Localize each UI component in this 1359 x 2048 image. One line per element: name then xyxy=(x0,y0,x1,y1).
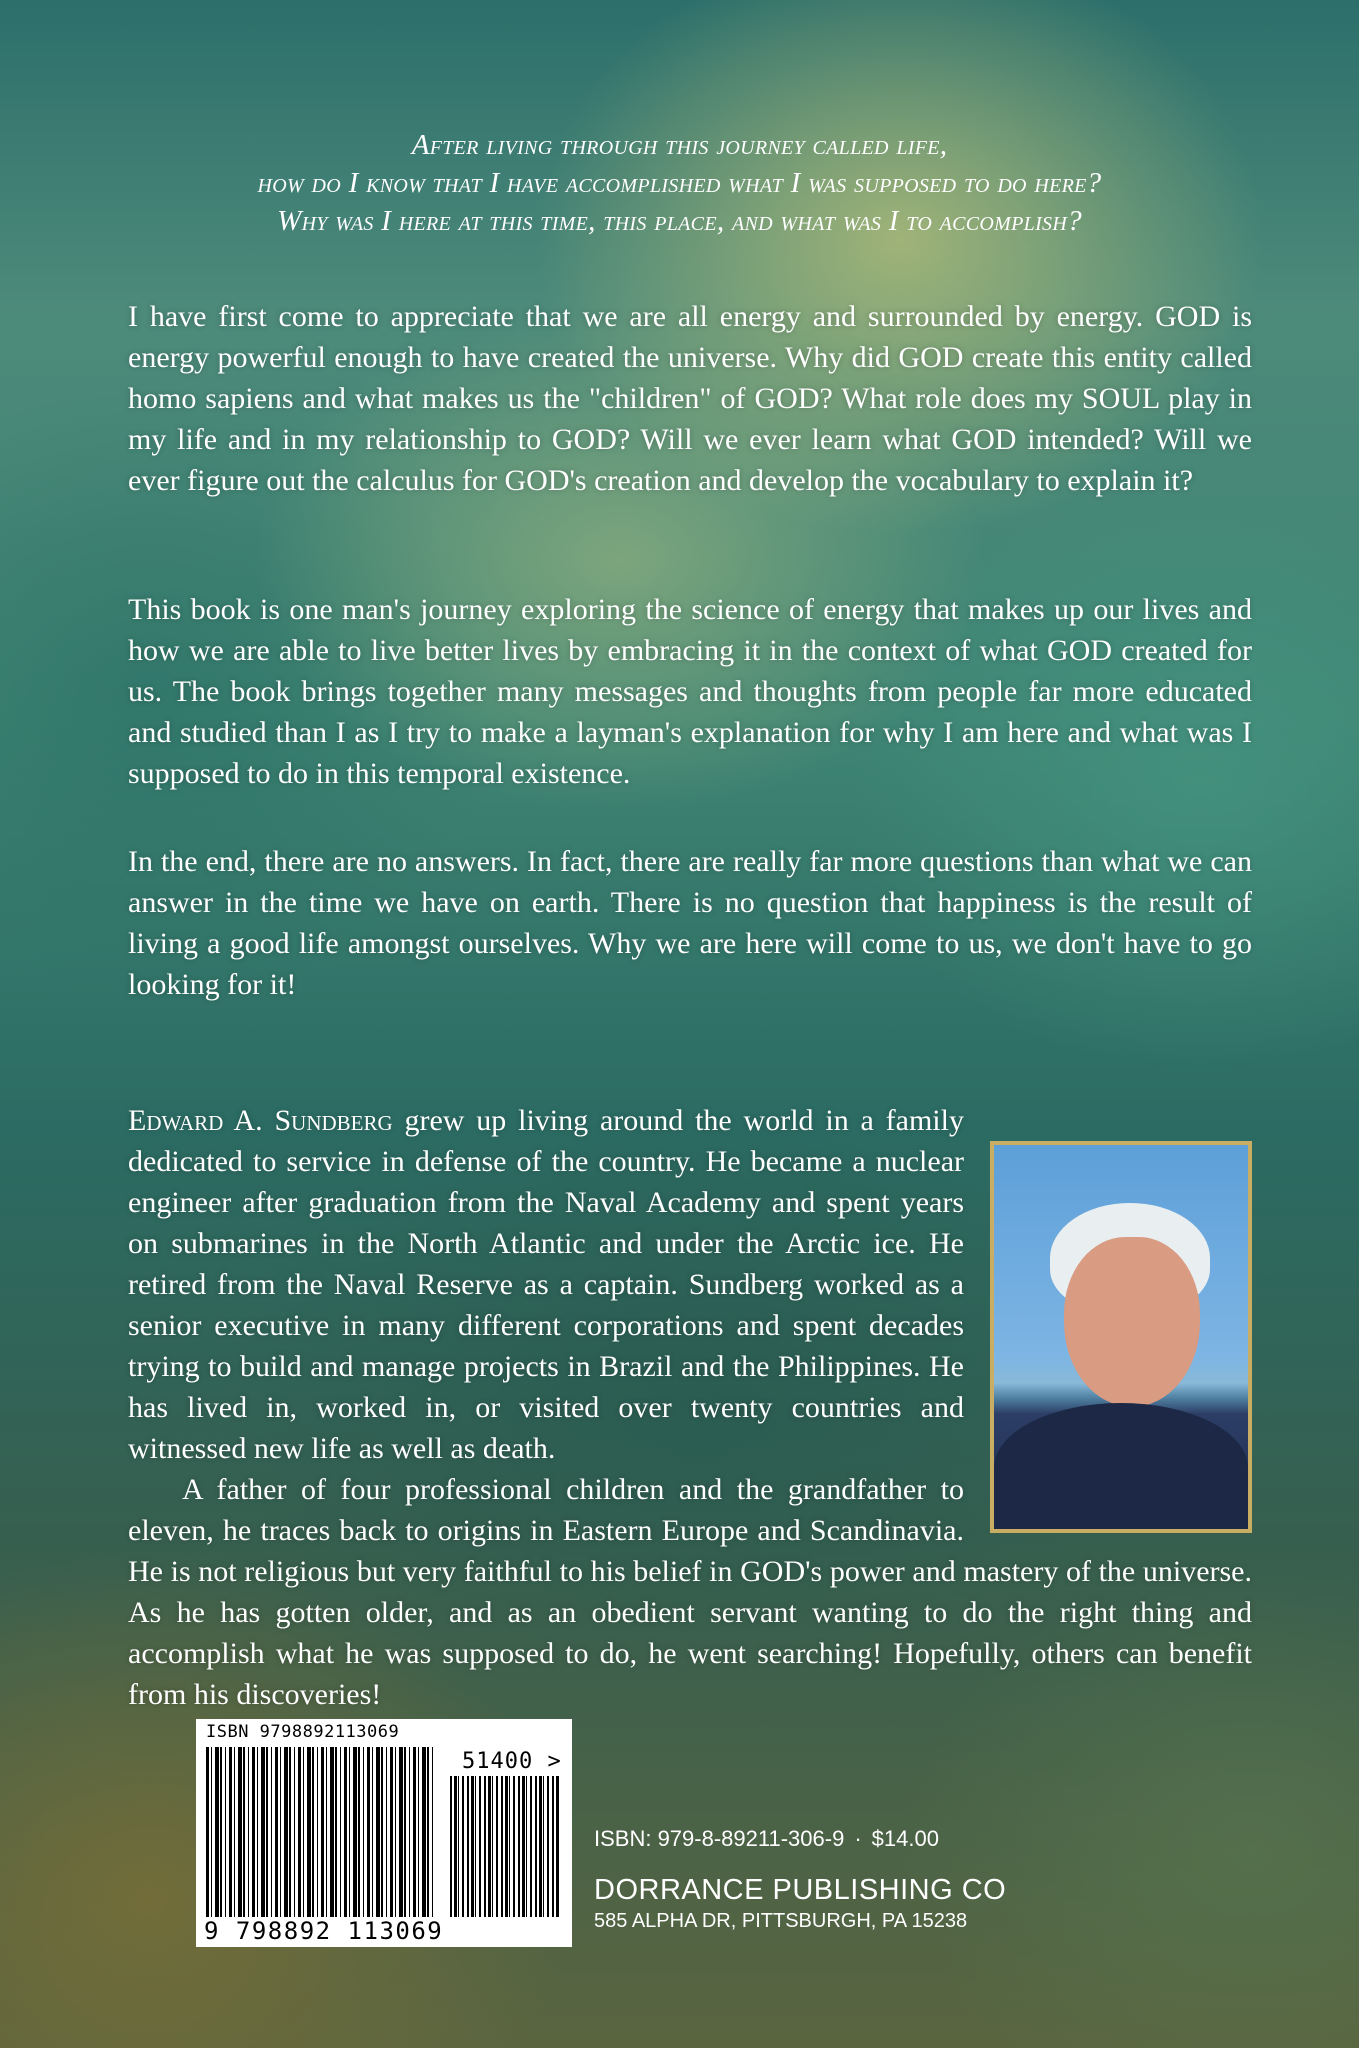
bio-text-1: grew up living around the world in a family dedicated to service in defense of the country. He became a nuclear engineer after graduation from the Naval Academy and spent years on submarines in the North Atlantic and under the Arctic ice. He retired from the Naval Reserve as a captain. Sundberg worked as a senior executive in many different corporations and spent decades trying to build and manage projects in Brazil and the Philippines. He has lived in, worked in, or visited over twenty countries and witnessed new life as well as death. xyxy=(128,1104,964,1465)
epigraph-line: how do I know that I have accomplished what I was supposed to do here? xyxy=(257,167,1102,199)
author-photo xyxy=(990,1141,1252,1533)
isbn-price-line xyxy=(594,1826,939,1852)
publisher-address: 585 ALPHA DR, PITTSBURGH, PA 15238 xyxy=(594,1910,968,1932)
barcode-price-code: 51400 > xyxy=(462,1749,562,1774)
blurb-paragraph-2: This book is one man's journey exploring the science of energy that makes up our lives and how we are able to live better lives by embracing it in the context of what GOD created for us. The book brings together many messages and thoughts from people far more educated and studied than I as I try to make a layman's explanation for why I am here and what was I supposed to do in this temporal existence. xyxy=(128,593,1252,790)
epigraph xyxy=(100,126,1259,240)
price-text: $14.00 xyxy=(871,1826,939,1851)
blurb-paragraph-3: In the end, there are no answers. In fact, there are really far more questions than what we can answer in the time we have on earth. There is no question that happiness is the result of living a good life amongst ourselves. Why we are here will come to us, we don't have to go looking for it! xyxy=(128,845,1252,1001)
barcode-addon-bars xyxy=(450,1776,560,1917)
author-name: Edward A. Sundberg xyxy=(128,1104,393,1137)
separator: · xyxy=(854,1826,862,1851)
isbn-barcode xyxy=(196,1719,572,1947)
isbn-text: ISBN: 979-8-89211-306-9 xyxy=(594,1826,845,1851)
barcode-digits: 9 798892 113069 xyxy=(204,1917,444,1945)
barcode-isbn-label: ISBN 9798892113069 xyxy=(206,1722,400,1742)
bio-paragraph-2: A father of four professional children and the grandfather to eleven, he traces back to origins in Eastern Europe and Scandinavia. He is not religious but very faithful to his belief in GOD's power and mastery of the universe. As he has gotten older, and as an obedient servant wanting to do the right thing and accomplish what he was supposed to do, he went searching! Hopefully, others can benefit from his discoveries! xyxy=(128,1473,1252,1711)
epigraph-line: After living through this journey called life, xyxy=(411,129,948,161)
author-bio xyxy=(128,1100,1252,1715)
blurb-paragraph-1: I have first come to appreciate that we are all energy and surrounded by energy. GOD is energy powerful enough to have created the universe. Why did GOD create this entity called homo sapiens and what makes us the "children" of GOD? What role does my SOUL play in my life and in my relationship to GOD? Will we ever learn what GOD intended? Will we ever figure out the calculus for GOD's creation and develop the vocabulary to explain it? xyxy=(128,300,1252,497)
epigraph-line: Why was I here at this time, this place, and what was I to accomplish? xyxy=(277,205,1082,237)
publisher-name: DORRANCE PUBLISHING CO xyxy=(594,1874,1007,1906)
barcode-bars xyxy=(206,1747,434,1917)
